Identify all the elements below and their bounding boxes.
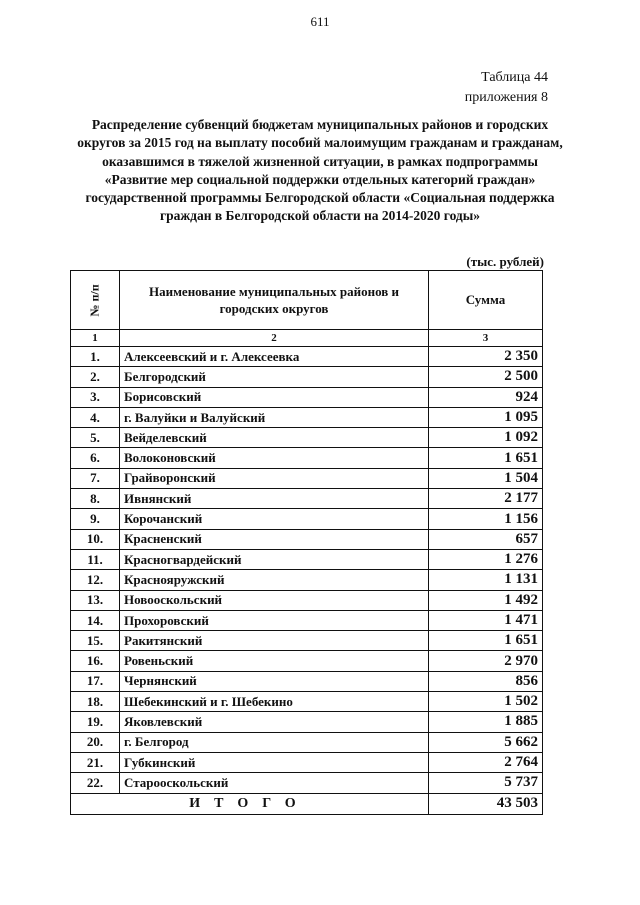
row-name: Шебекинский и г. Шебекино — [120, 692, 429, 712]
table-row — [71, 773, 543, 793]
row-sum: 1 885 — [429, 712, 543, 732]
table-row — [71, 407, 543, 427]
table-row — [71, 752, 543, 772]
table-row — [71, 732, 543, 752]
table-row — [71, 347, 543, 367]
table-row — [71, 712, 543, 732]
row-sum: 2 764 — [429, 752, 543, 772]
header-name: Наименование муниципальных районов и городских округов — [120, 271, 429, 330]
page-number: 611 — [310, 14, 330, 29]
table-body — [71, 347, 543, 794]
row-name: Яковлевский — [120, 712, 429, 732]
row-sum: 1 651 — [429, 631, 543, 651]
column-index: 3 — [429, 330, 543, 347]
row-number: 20. — [71, 732, 120, 752]
table-row — [71, 590, 543, 610]
row-name: Ракитянский — [120, 631, 429, 651]
row-number: 11. — [71, 549, 120, 569]
header-sum: Сумма — [429, 271, 543, 330]
row-name: Чернянский — [120, 671, 429, 691]
row-name: Красногвардейский — [120, 549, 429, 569]
table-row — [71, 631, 543, 651]
row-name: Ровеньский — [120, 651, 429, 671]
row-number: 15. — [71, 631, 120, 651]
table-row — [71, 570, 543, 590]
row-sum: 1 502 — [429, 692, 543, 712]
row-name: Губкинский — [120, 752, 429, 772]
row-name: Борисовский — [120, 387, 429, 407]
row-name: Красненский — [120, 529, 429, 549]
row-sum: 2 350 — [429, 347, 543, 367]
row-name: г. Белгород — [120, 732, 429, 752]
row-number: 13. — [71, 590, 120, 610]
document-title: Распределение субвенций бюджетам муниципальных районов и городских округов за 2015 год на выплату пособий малоимущим гражданам и гражданам, оказавшимся в тяжелой жизненной ситуации, в рамках подпрограммы «Развитие мер социальной поддержки отдельных категорий граждан» государственной программы Белгородской области «Социальная поддержка граждан в Белгородской области на 2014-2020 годы» — [77, 117, 563, 224]
row-number: 19. — [71, 712, 120, 732]
row-name: Краснояружский — [120, 570, 429, 590]
row-sum: 856 — [429, 671, 543, 691]
table-row — [71, 428, 543, 448]
table-row — [71, 692, 543, 712]
row-name: Корочанский — [120, 509, 429, 529]
table-row — [71, 448, 543, 468]
row-number: 6. — [71, 448, 120, 468]
row-number: 7. — [71, 468, 120, 488]
row-sum: 1 471 — [429, 610, 543, 630]
column-index: 2 — [120, 330, 429, 347]
row-sum: 1 492 — [429, 590, 543, 610]
row-sum: 5 662 — [429, 732, 543, 752]
table-header-row — [71, 271, 543, 330]
row-name: Вейделевский — [120, 428, 429, 448]
row-sum: 2 500 — [429, 367, 543, 387]
row-name: Прохоровский — [120, 610, 429, 630]
row-number: 10. — [71, 529, 120, 549]
row-sum: 1 095 — [429, 407, 543, 427]
subvention-table — [70, 270, 543, 815]
row-name: Белгородский — [120, 367, 429, 387]
units-label: (тыс. рублей) — [466, 254, 544, 269]
row-number: 9. — [71, 509, 120, 529]
row-name: Грайворонский — [120, 468, 429, 488]
table-row — [71, 671, 543, 691]
row-number: 8. — [71, 489, 120, 509]
row-number: 22. — [71, 773, 120, 793]
row-name: Волоконовский — [120, 448, 429, 468]
row-number: 12. — [71, 570, 120, 590]
row-number: 5. — [71, 428, 120, 448]
table-ref-line1: Таблица 44 — [481, 70, 548, 85]
row-number: 1. — [71, 347, 120, 367]
row-sum: 1 092 — [429, 428, 543, 448]
row-sum: 2 177 — [429, 489, 543, 509]
row-sum: 1 156 — [429, 509, 543, 529]
column-index-row — [71, 330, 543, 347]
row-name: Старооскольский — [120, 773, 429, 793]
row-sum: 1 276 — [429, 549, 543, 569]
row-name: Ивнянский — [120, 489, 429, 509]
row-sum: 2 970 — [429, 651, 543, 671]
row-number: 14. — [71, 610, 120, 630]
table-row — [71, 651, 543, 671]
table-row — [71, 549, 543, 569]
table-ref-line2: приложения 8 — [464, 90, 548, 105]
row-name: Алексеевский и г. Алексеевка — [120, 347, 429, 367]
row-sum: 1 504 — [429, 468, 543, 488]
row-sum: 5 737 — [429, 773, 543, 793]
table-row — [71, 489, 543, 509]
table-row — [71, 468, 543, 488]
row-sum: 657 — [429, 529, 543, 549]
row-number: 18. — [71, 692, 120, 712]
row-number: 17. — [71, 671, 120, 691]
table-reference — [465, 68, 548, 108]
header-number-label: № п/п — [87, 284, 102, 317]
row-sum: 924 — [429, 387, 543, 407]
row-name: Новооскольский — [120, 590, 429, 610]
total-label: ИТОГО — [71, 793, 429, 814]
row-number: 21. — [71, 752, 120, 772]
row-sum: 1 131 — [429, 570, 543, 590]
row-sum: 1 651 — [429, 448, 543, 468]
row-number: 4. — [71, 407, 120, 427]
header-number — [71, 271, 120, 330]
row-number: 2. — [71, 367, 120, 387]
row-number: 3. — [71, 387, 120, 407]
row-name: г. Валуйки и Валуйский — [120, 407, 429, 427]
column-index: 1 — [71, 330, 120, 347]
total-row — [71, 793, 543, 814]
table-row — [71, 387, 543, 407]
row-number: 16. — [71, 651, 120, 671]
table-row — [71, 610, 543, 630]
table-row — [71, 367, 543, 387]
table-row — [71, 509, 543, 529]
table-row — [71, 529, 543, 549]
total-sum: 43 503 — [429, 793, 543, 814]
